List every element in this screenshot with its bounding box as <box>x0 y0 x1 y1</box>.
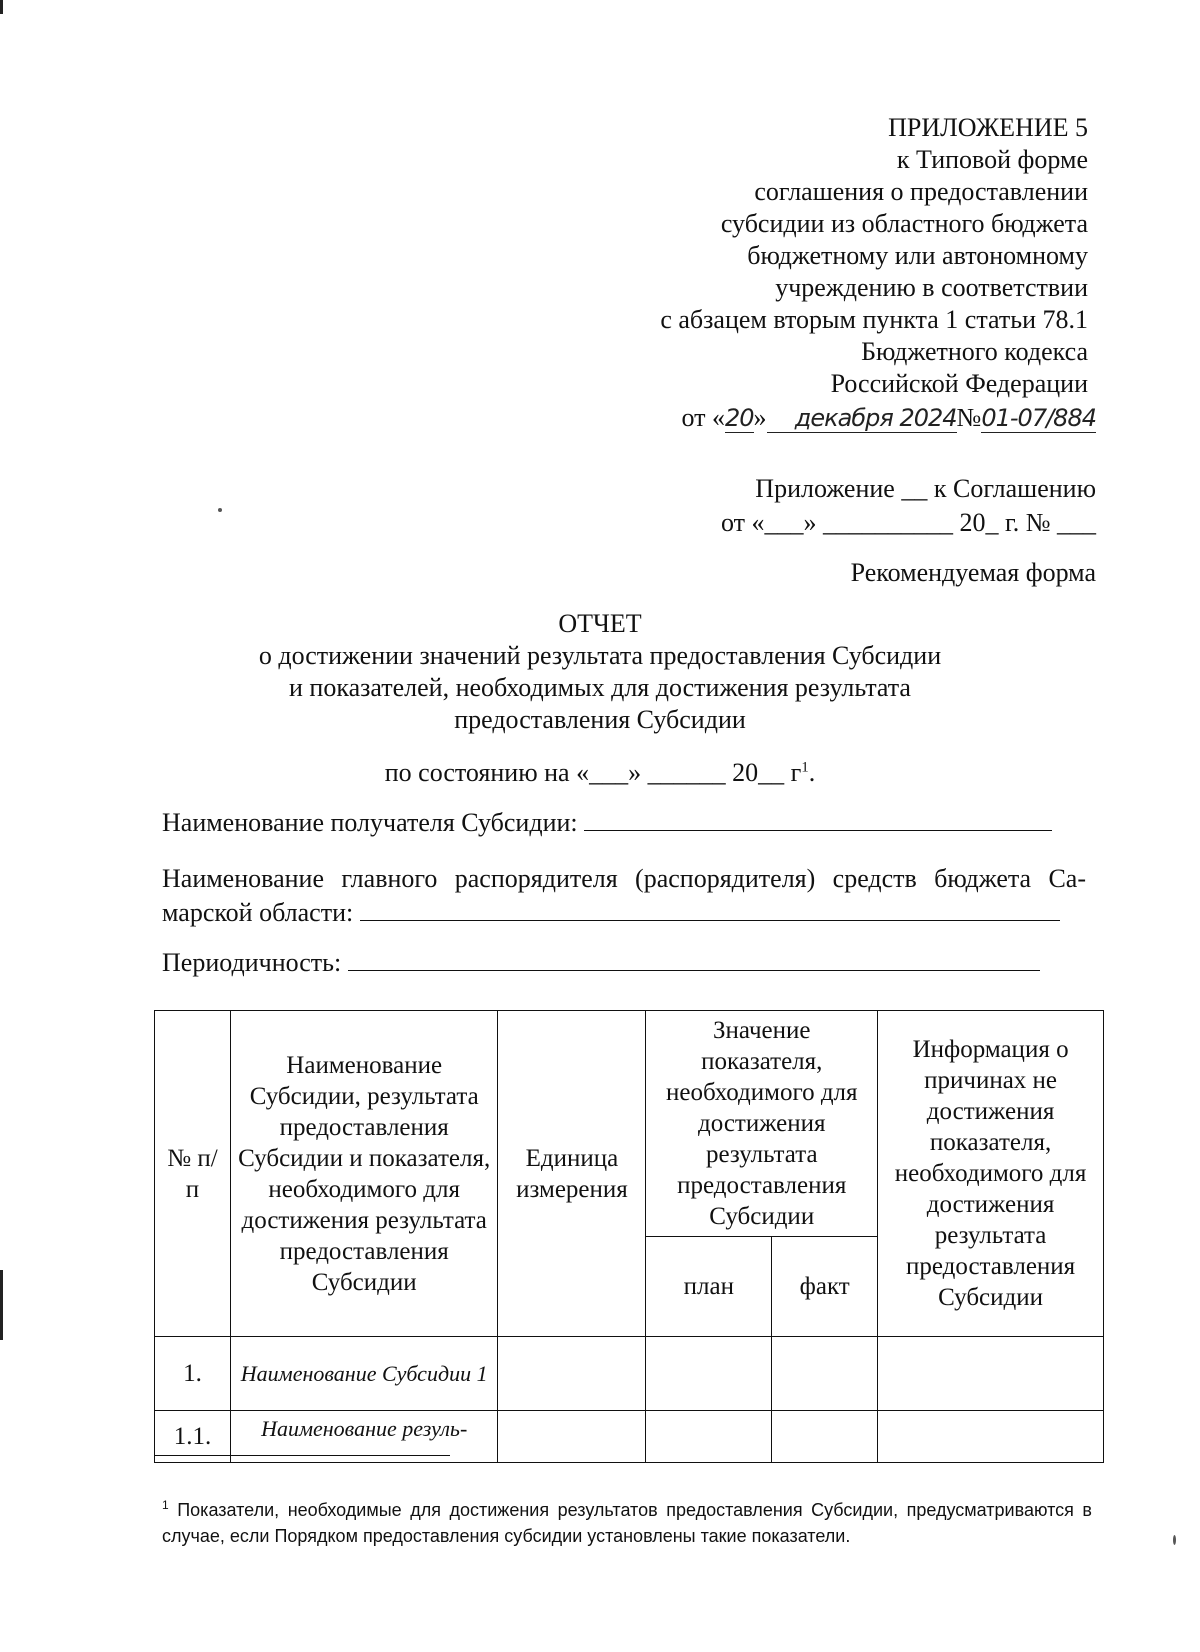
scan-speck <box>218 508 222 512</box>
scan-speck <box>1173 1535 1176 1545</box>
handwritten-month-year: декабря 2024 <box>767 404 957 433</box>
appendix-line: соглашения о предоставлении <box>754 177 1088 206</box>
row-plan[interactable] <box>646 1337 772 1411</box>
footnote-separator <box>154 1455 450 1456</box>
number-prefix: № <box>956 403 982 432</box>
row-name: Наименование резуль- <box>230 1411 498 1463</box>
report-subtitle-line: о достижении значений результата предоставления Субсидии <box>258 641 942 670</box>
row-info[interactable] <box>878 1411 1104 1463</box>
periodicity-label: Периодичность: <box>162 948 342 977</box>
footnote <box>162 1492 1092 1549</box>
row-plan[interactable] <box>646 1411 772 1463</box>
recipient-input-line[interactable] <box>584 810 1052 831</box>
footnote-ref: 1 <box>801 759 809 776</box>
row-unit[interactable] <box>498 1411 646 1463</box>
manager-label-end: марской области: <box>162 898 354 927</box>
date-prefix: от « <box>681 403 725 432</box>
attachment-date-line: от «___» __________ 20_ г. № ___ <box>720 508 1096 537</box>
row-num: 1.1. <box>155 1411 231 1463</box>
appendix-line: учреждению в соответствии <box>775 273 1088 302</box>
appendix-line: Бюджетного кодекса <box>861 337 1088 366</box>
report-title: ОТЧЕТ <box>558 609 642 638</box>
periodicity-input-line[interactable] <box>348 950 1040 971</box>
scan-edge-mark <box>0 1270 3 1340</box>
header-fact: факт <box>772 1237 878 1337</box>
header-name: Наименование Субсидии, результата предоставления Субсидии и показателя, необходимого для достижения результата предоставления Субсидии <box>230 1011 498 1337</box>
header-plan: план <box>646 1237 772 1337</box>
appendix-line: к Типовой форме <box>896 145 1088 174</box>
table-row <box>155 1337 1104 1411</box>
appendix-date-line <box>528 402 1096 434</box>
as-of-text: по состоянию на «___» ______ 20__ г <box>384 758 802 787</box>
row-name: Наименование Субсидии 1 <box>230 1337 498 1411</box>
row-unit[interactable] <box>498 1337 646 1411</box>
as-of-end: . <box>808 758 816 787</box>
appendix-line: бюджетному или автономному <box>747 241 1088 270</box>
row-info[interactable] <box>878 1337 1104 1411</box>
as-of-date-line <box>150 758 1050 788</box>
manager-input-line[interactable] <box>360 900 1060 921</box>
header-info: Информация о причинах не достижения показателя, необходимого для достижения результата предоставления Субсидии <box>878 1011 1104 1337</box>
agreement-attachment <box>536 472 1096 540</box>
recipient-field <box>162 806 1052 840</box>
date-mid: » <box>753 403 767 432</box>
row-fact[interactable] <box>772 1337 878 1411</box>
report-subtitle-line: предоставления Субсидии <box>454 705 746 734</box>
header-value: Значение показателя, необходимого для достижения результата предоставления Субсидии <box>646 1011 878 1237</box>
attachment-line: Приложение __ к Соглашению <box>755 474 1096 503</box>
recipient-label: Наименование получателя Субсидии: <box>162 808 578 837</box>
report-table <box>154 1010 1104 1463</box>
footnote-text: Показатели, необходимые для достижения результатов предоставления Субсидии, предусматриваются в случае, если Порядком предоставления субсидии установлены такие показатели. <box>162 1500 1092 1546</box>
appendix-line: субсидии из областного бюджета <box>720 209 1088 238</box>
appendix-line: с абзацем вторым пункта 1 статьи 78.1 <box>660 305 1088 334</box>
table-header-row <box>155 1011 1104 1237</box>
header-num: № п/п <box>155 1011 231 1337</box>
scan-edge-mark <box>0 0 3 14</box>
handwritten-day: 20 <box>725 404 754 432</box>
periodicity-field <box>162 946 1040 980</box>
handwritten-number: 01-07/884 <box>981 404 1096 432</box>
footnote-marker: 1 <box>162 1498 169 1512</box>
appendix-header <box>528 112 1096 434</box>
manager-label-line2 <box>162 896 1086 930</box>
appendix-line: Российской Федерации <box>830 369 1088 398</box>
manager-field <box>162 862 1086 930</box>
manager-label-line: Наименование главного распорядителя (распорядителя) средств бюджета Са- <box>162 864 1086 893</box>
header-unit: Единица измерения <box>498 1011 646 1337</box>
recommended-form-label: Рекомендуемая форма <box>850 558 1096 587</box>
appendix-line: ПРИЛОЖЕНИЕ 5 <box>888 113 1088 142</box>
report-subtitle-line: и показателей, необходимых для достижения результата <box>289 673 911 702</box>
row-num: 1. <box>155 1337 231 1411</box>
report-title-block <box>150 608 1050 736</box>
row-fact[interactable] <box>772 1411 878 1463</box>
